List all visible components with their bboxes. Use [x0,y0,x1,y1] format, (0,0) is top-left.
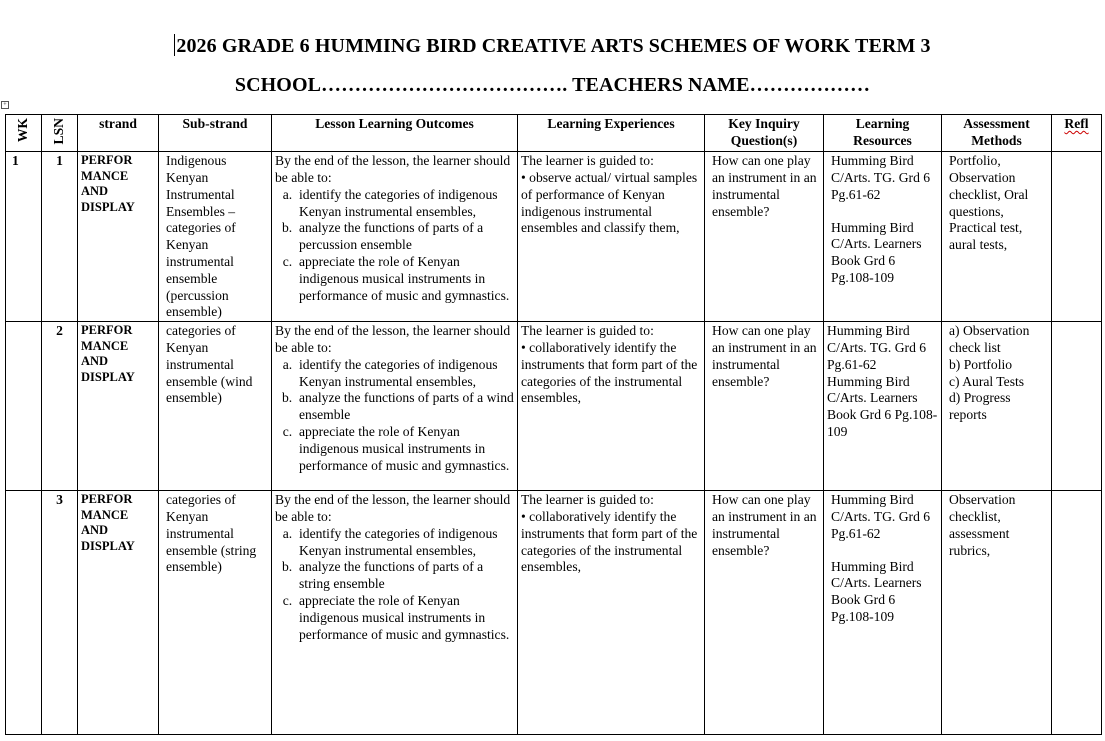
resource-learners-book: Humming Bird C/Arts. Learners Book Grd 6 Pg.108-109 [831,558,922,624]
experience-item: • collaboratively identify the instruments that form part of the categories of the instrumental ensembles, [521,509,701,576]
header-week: WK [6,115,42,152]
header-substrand: Sub-strand [159,115,272,152]
inquiry-cell: How can one play an instrument in an instrumental ensemble? [705,491,824,735]
resources-cell [824,322,942,491]
header-inquiry: Key Inquiry Question(s) [705,115,824,152]
lesson-cell: 3 [42,491,78,735]
substrand-cell: categories of Kenyan instrumental ensemble (wind ensemble) [159,322,272,491]
list-item: c. appreciate the role of Kenyan indigenous musical instruments in performance of music and gymnastics. [299,254,514,304]
lesson-cell: 2 [42,322,78,491]
resources-cell [824,491,942,735]
list-item: a. identify the categories of indigenous Kenyan instrumental ensembles, [299,187,514,221]
substrand-cell: Indigenous Kenyan Instrumental Ensembles – categories of Kenyan instrumental ensemble (percussion ensemble) [159,152,272,322]
header-outcomes: Lesson Learning Outcomes [272,115,518,152]
table-row [6,322,1102,491]
assessment-cell: Portfolio, Observation checklist, Oral questions, Practical test, aural tests, [942,152,1052,322]
reflection-cell[interactable] [1052,152,1102,322]
header-assessment: Assessment Methods [942,115,1052,152]
outcomes-list [275,526,514,644]
resource-learners-book: Humming Bird C/Arts. Learners Book Grd 6 Pg.108-109 [827,373,938,439]
experience-item: • observe actual/ virtual samples of performance of Kenyan indigenous instrumental ensembles and classify them, [521,170,701,237]
outcomes-list [275,187,514,305]
assessment-item: d) Progress reports [949,390,1011,423]
table-row [6,152,1102,322]
assessment-cell [942,322,1052,491]
outcomes-cell [272,491,518,735]
inquiry-cell: How can one play an instrument in an instrumental ensemble? [705,152,824,322]
strand-cell: PERFOR MANCE AND DISPLAY [78,322,159,491]
header-resources: Learning Resources [824,115,942,152]
outcomes-cell [272,152,518,322]
resource-tg: Humming Bird C/Arts. TG. Grd 6 Pg.61-62 [827,323,927,372]
resource-tg: Humming Bird C/Arts. TG. Grd 6 Pg.61-62 [831,492,931,541]
header-row [6,115,1102,152]
assessment-item: c) Aural Tests [949,373,1025,389]
assessment-cell: Observation checklist, assessment rubrics, [942,491,1052,735]
assessment-item: a) Observation check list [949,323,1030,356]
outcomes-intro: By the end of the lesson, the learner should be able to: [275,492,511,525]
experiences-cell [518,322,705,491]
week-cell [6,491,42,735]
list-item: c. appreciate the role of Kenyan indigenous musical instruments in performance of music and gymnastics. [299,424,514,474]
week-cell: 1 [6,152,42,322]
reflection-cell[interactable] [1052,322,1102,491]
list-item: b. analyze the functions of parts of a string ensemble [299,559,514,593]
header-experiences: Learning Experiences [518,115,705,152]
header-reflection: Refl [1052,115,1102,152]
week-cell [6,322,42,491]
experience-item: • collaboratively identify the instruments that form part of the categories of the instrumental ensembles, [521,340,701,407]
document-title: 2026 GRADE 6 HUMMING BIRD CREATIVE ARTS SCHEMES OF WORK TERM 3 [176,35,931,57]
outcomes-intro: By the end of the lesson, the learner should be able to: [275,323,511,356]
outcomes-cell [272,322,518,491]
list-item: a. identify the categories of indigenous Kenyan instrumental ensembles, [299,357,514,391]
reflection-cell[interactable] [1052,491,1102,735]
assessment-item: b) Portfolio [949,356,1013,372]
school-teacher-line: SCHOOL………………………………. TEACHERS NAME……………… [234,74,871,96]
strand-cell: PERFOR MANCE AND DISPLAY [78,491,159,735]
schemes-table [5,114,1102,735]
strand-cell: PERFOR MANCE AND DISPLAY [78,152,159,322]
resources-cell [824,152,942,322]
list-item: c. appreciate the role of Kenyan indigenous musical instruments in performance of music and gymnastics. [299,593,514,643]
header-lesson: LSN [42,115,78,152]
experiences-cell [518,491,705,735]
lesson-cell: 1 [42,152,78,322]
inquiry-cell: How can one play an instrument in an instrumental ensemble? [705,322,824,491]
experiences-cell [518,152,705,322]
experiences-intro: The learner is guided to: [521,492,654,508]
experiences-intro: The learner is guided to: [521,153,654,169]
table-row [6,491,1102,735]
substrand-cell: categories of Kenyan instrumental ensemble (string ensemble) [159,491,272,735]
header-strand: strand [78,115,159,152]
experiences-intro: The learner is guided to: [521,323,654,339]
list-item: b. analyze the functions of parts of a wind ensemble [299,390,514,424]
list-item: b. analyze the functions of parts of a percussion ensemble [299,220,514,254]
table-move-handle-icon[interactable]: + [1,101,9,109]
outcomes-intro: By the end of the lesson, the learner should be able to: [275,153,511,186]
resource-tg: Humming Bird C/Arts. TG. Grd 6 Pg.61-62 [831,153,931,202]
list-item: a. identify the categories of indigenous Kenyan instrumental ensembles, [299,526,514,560]
outcomes-list [275,357,514,475]
resource-learners-book: Humming Bird C/Arts. Learners Book Grd 6 Pg.108-109 [831,219,922,286]
